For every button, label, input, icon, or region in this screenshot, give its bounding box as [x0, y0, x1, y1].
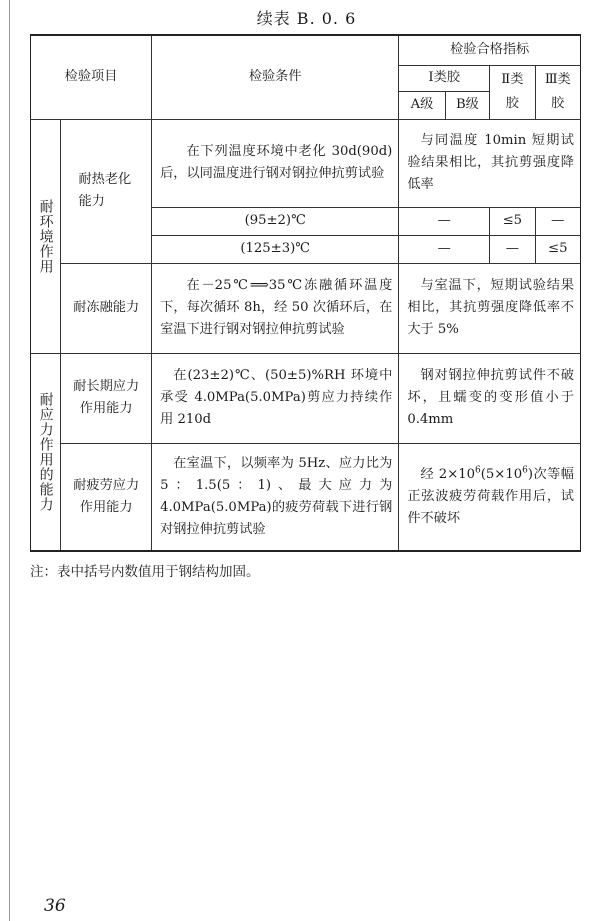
criteria-fatigue-stress: 经 $2\times 10^6(5\times 10^6)$次等幅正弦波疲劳荷载作用后，试件不破坏	[399, 443, 581, 551]
criteria-long-term-stress: 钢对钢拉伸抗剪试件不破坏，且蠕变的变形值小于 0.4mm	[399, 353, 581, 443]
spec-table	[30, 34, 581, 552]
condition-heat-aging: 在下列温度环境中老化 30d(90d)后，以同温度进行钢对钢拉伸抗剪试验	[152, 119, 399, 207]
temp-125-class3: ≤5	[535, 235, 580, 263]
item-freeze-thaw: 耐冻融能力	[61, 263, 152, 353]
condition-freeze-thaw: 在－25℃⟹35℃冻融循环温度下，每次循环 8h，经 50 次循环后，在室温下进行钢对钢拉伸抗剪试验	[152, 263, 399, 353]
header-class2: Ⅱ类胶	[490, 65, 535, 119]
header-class1: Ⅰ类胶	[399, 65, 490, 91]
group-label-environment: 耐环境作用	[31, 119, 61, 353]
condition-long-term-stress: 在(23±2)℃、(50±5)%RH 环境中承受 4.0MPa(5.0MPa)剪应力持续作用 210d	[152, 353, 399, 443]
temp-95: (95±2)℃	[152, 207, 399, 235]
item-long-term-stress: 耐长期应力作用能力	[61, 353, 152, 443]
condition-fatigue-stress: 在室温下，以频率为 5Hz、应力比为 5：1.5(5：1)、最大应力为 4.0MPa(5.0MPa)的疲劳荷载下进行钢对钢拉伸抗剪试验	[152, 443, 399, 551]
page-left-rule	[9, 0, 10, 921]
criteria-freeze-thaw: 与室温下，短期试验结果相比，其抗剪强度降低率不大于 5%	[399, 263, 581, 353]
table-title: 续表 B. 0. 6	[256, 9, 357, 28]
temp-95-class3: —	[535, 207, 580, 235]
header-condition: 检验条件	[152, 35, 399, 119]
header-item: 检验项目	[31, 35, 152, 119]
page-number: 36	[44, 896, 66, 916]
group-label-stress: 耐应力作用的能力	[31, 353, 61, 551]
temp-95-class2: ≤5	[490, 207, 535, 235]
header-grade-a: A级	[399, 91, 445, 119]
criteria-heat-aging: 与同温度 10min 短期试验结果相比，其抗剪强度降低率	[399, 119, 581, 207]
item-heat-aging: 耐热老化能力	[61, 119, 152, 263]
temp-125-class2: —	[490, 235, 535, 263]
temp-125: (125±3)℃	[152, 235, 399, 263]
header-class3: Ⅲ类胶	[535, 65, 580, 119]
header-criteria: 检验合格指标	[399, 35, 581, 65]
item-fatigue-stress: 耐疲劳应力作用能力	[61, 443, 152, 551]
table-note: 注：表中括号内数值用于钢结构加固。	[30, 564, 260, 580]
header-grade-b: B级	[445, 91, 489, 119]
temp-95-class1: —	[399, 207, 490, 235]
temp-125-class1: —	[399, 235, 490, 263]
